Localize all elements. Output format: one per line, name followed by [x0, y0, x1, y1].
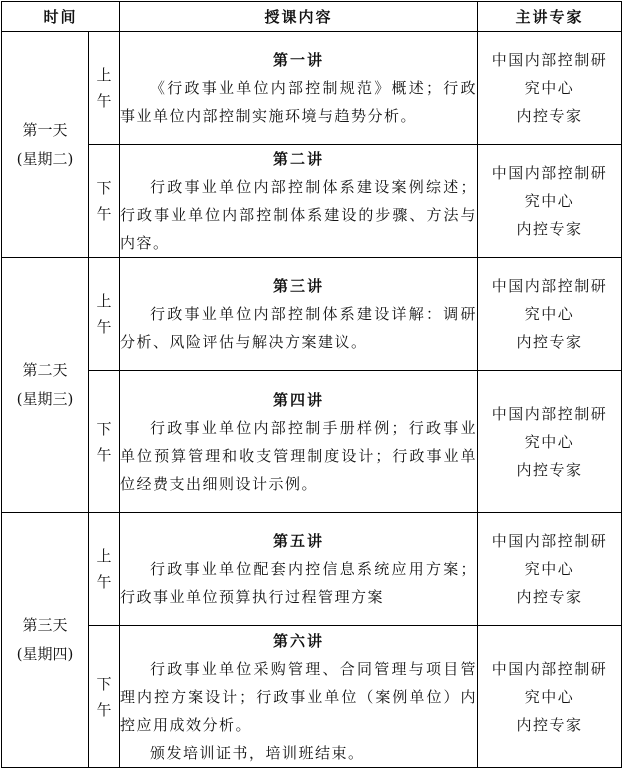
expert-cell — [478, 513, 622, 626]
day-cell — [2, 513, 89, 768]
header-content: 授课内容 — [120, 2, 478, 32]
expert-line: 中国内部控制研 — [491, 404, 608, 423]
expert-line: 内控专家 — [516, 588, 583, 606]
period-char: 午 — [96, 573, 112, 591]
table-row — [2, 258, 622, 371]
expert-line: 内控专家 — [516, 460, 583, 479]
period-char: 下 — [96, 419, 112, 438]
lecture-cell — [120, 371, 478, 513]
expert-cell — [478, 371, 622, 513]
day-label: 第三天 — [22, 616, 68, 634]
header-expert: 主讲专家 — [478, 2, 622, 32]
lecture-body: 行政事业单位采购管理、合同管理与项目管理内控方案设计；行政事业单位（案例单位）内控应用成效分析。 — [120, 659, 478, 734]
lecture-cell — [120, 145, 478, 258]
weekday-label: (星期二) — [16, 149, 74, 168]
table-row — [2, 32, 622, 145]
lecture-title: 第三讲 — [273, 277, 325, 295]
period-char: 下 — [96, 179, 112, 197]
lecture-body: 行政事业单位内部控制体系建设案例综述；行政事业单位内部控制体系建设的步骤、方法与内容。 — [120, 178, 478, 252]
table-row — [2, 513, 622, 626]
expert-line: 究中心 — [524, 192, 575, 210]
expert-line: 究中心 — [524, 305, 575, 323]
lecture-title: 第一讲 — [273, 51, 325, 69]
period-cell — [89, 371, 120, 513]
lecture-title: 第二讲 — [273, 150, 325, 168]
day-cell — [2, 32, 89, 258]
day-cell — [2, 258, 89, 513]
period-cell — [89, 145, 120, 258]
expert-line: 究中心 — [524, 560, 575, 578]
period-char: 午 — [96, 318, 112, 336]
lecture-cell — [120, 258, 478, 371]
lecture-cell — [120, 626, 478, 768]
lecture-body: 行政事业单位内部控制体系建设详解：调研分析、风险评估与解决方案建议。 — [120, 305, 478, 351]
training-schedule-table — [1, 1, 622, 768]
period-char: 上 — [96, 66, 112, 84]
lecture-body: 行政事业单位内部控制手册样例；行政事业单位预算管理和收支管理制度设计；行政事业单位经费支出细则设计示例。 — [120, 418, 478, 493]
period-cell — [89, 513, 120, 626]
lecture-title: 第五讲 — [273, 532, 325, 550]
lecture-body: 《行政事业单位内部控制规范》概述；行政事业单位内部控制实施环境与趋势分析。 — [120, 79, 478, 125]
expert-line: 中国内部控制研 — [491, 659, 608, 678]
expert-cell — [478, 258, 622, 371]
expert-line: 中国内部控制研 — [491, 51, 608, 69]
table-row — [2, 145, 622, 258]
table-row — [2, 626, 622, 768]
period-char: 午 — [96, 700, 112, 719]
expert-line: 究中心 — [524, 79, 575, 97]
lecture-body: 行政事业单位配套内控信息系统应用方案；行政事业单位预算执行过程管理方案 — [120, 560, 478, 606]
expert-line: 究中心 — [524, 432, 575, 451]
lecture-title: 第六讲 — [273, 631, 325, 650]
expert-line: 内控专家 — [516, 107, 583, 125]
expert-cell — [478, 145, 622, 258]
expert-line: 内控专家 — [516, 715, 583, 734]
weekday-label: (星期三) — [16, 390, 74, 408]
period-cell — [89, 32, 120, 145]
expert-line: 中国内部控制研 — [491, 164, 608, 182]
period-char: 下 — [96, 674, 112, 693]
header-time: 时间 — [2, 2, 120, 32]
day-label: 第一天 — [22, 120, 68, 139]
day-label: 第二天 — [22, 361, 68, 379]
period-char: 上 — [96, 547, 112, 565]
period-char: 午 — [96, 445, 112, 464]
lecture-title: 第四讲 — [273, 390, 325, 409]
expert-line: 内控专家 — [516, 220, 583, 238]
period-char: 午 — [96, 92, 112, 110]
expert-line: 究中心 — [524, 687, 575, 706]
period-char: 上 — [96, 292, 112, 310]
expert-cell — [478, 626, 622, 768]
weekday-label: (星期四) — [16, 645, 74, 663]
expert-line: 中国内部控制研 — [491, 277, 608, 295]
period-cell — [89, 258, 120, 371]
header-row — [2, 2, 622, 32]
period-cell — [89, 626, 120, 768]
lecture-cell — [120, 513, 478, 626]
lecture-cell — [120, 32, 478, 145]
period-char: 午 — [96, 205, 112, 223]
table-row — [2, 371, 622, 513]
expert-line: 内控专家 — [516, 333, 583, 351]
expert-line: 中国内部控制研 — [491, 532, 608, 550]
closing-note: 颁发培训证书，培训班结束。 — [150, 743, 365, 762]
expert-cell — [478, 32, 622, 145]
